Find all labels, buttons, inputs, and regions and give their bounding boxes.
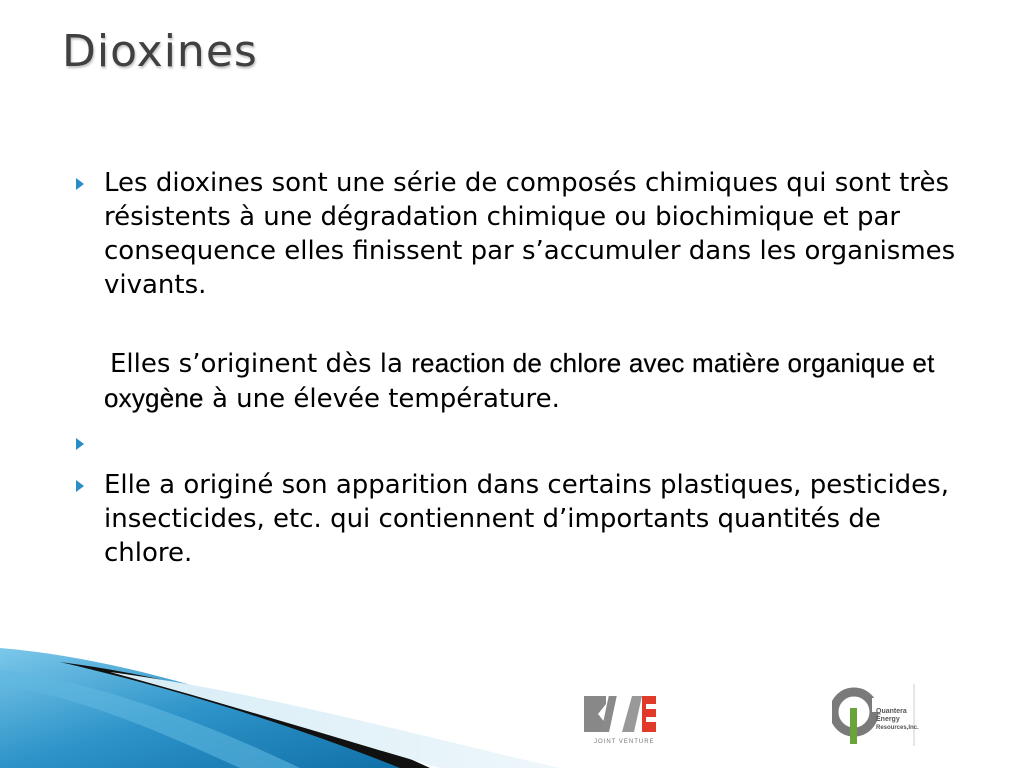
paragraph-3-text: Elle a originé son apparition dans certains plastiques, pesticides, insecticides, etc. qui contiennent d’importants quantités de chlore. xyxy=(104,470,949,568)
paragraph-1-text: Les dioxines sont une série de composés chimiques qui sont très résistents à une dégradation chimique ou biochimique et par consequence elles finissent par s’accumuler dans les organismes vivants. xyxy=(104,168,956,300)
bullet-paragraph-3 xyxy=(72,468,962,570)
slide-title: Dioxines xyxy=(62,26,258,77)
bullet-arrow-icon xyxy=(76,178,84,190)
joint-venture-text: JOINT VENTURE xyxy=(594,739,655,745)
quantera-name-line-1: Quantera xyxy=(876,708,907,715)
slide-body xyxy=(72,166,962,570)
paragraph-2-bold-text: reaction de chlore avec matière organique et oxygène xyxy=(104,348,935,413)
bullet-paragraph-empty xyxy=(72,426,962,460)
bullet-arrow-icon xyxy=(76,480,84,492)
paragraph-2-text-end: à une élevée température. xyxy=(203,384,560,414)
quantera-name-line-2: Energy xyxy=(876,716,900,723)
paragraph-2 xyxy=(72,346,962,416)
quantera-name-line-3: Resources,Inc. xyxy=(876,725,919,731)
joint-venture-logo xyxy=(584,690,658,746)
bullet-paragraph-1 xyxy=(72,166,962,302)
bullet-arrow-icon xyxy=(76,438,84,450)
paragraph-2-text-start: Elles s’originent dès la xyxy=(110,349,412,379)
